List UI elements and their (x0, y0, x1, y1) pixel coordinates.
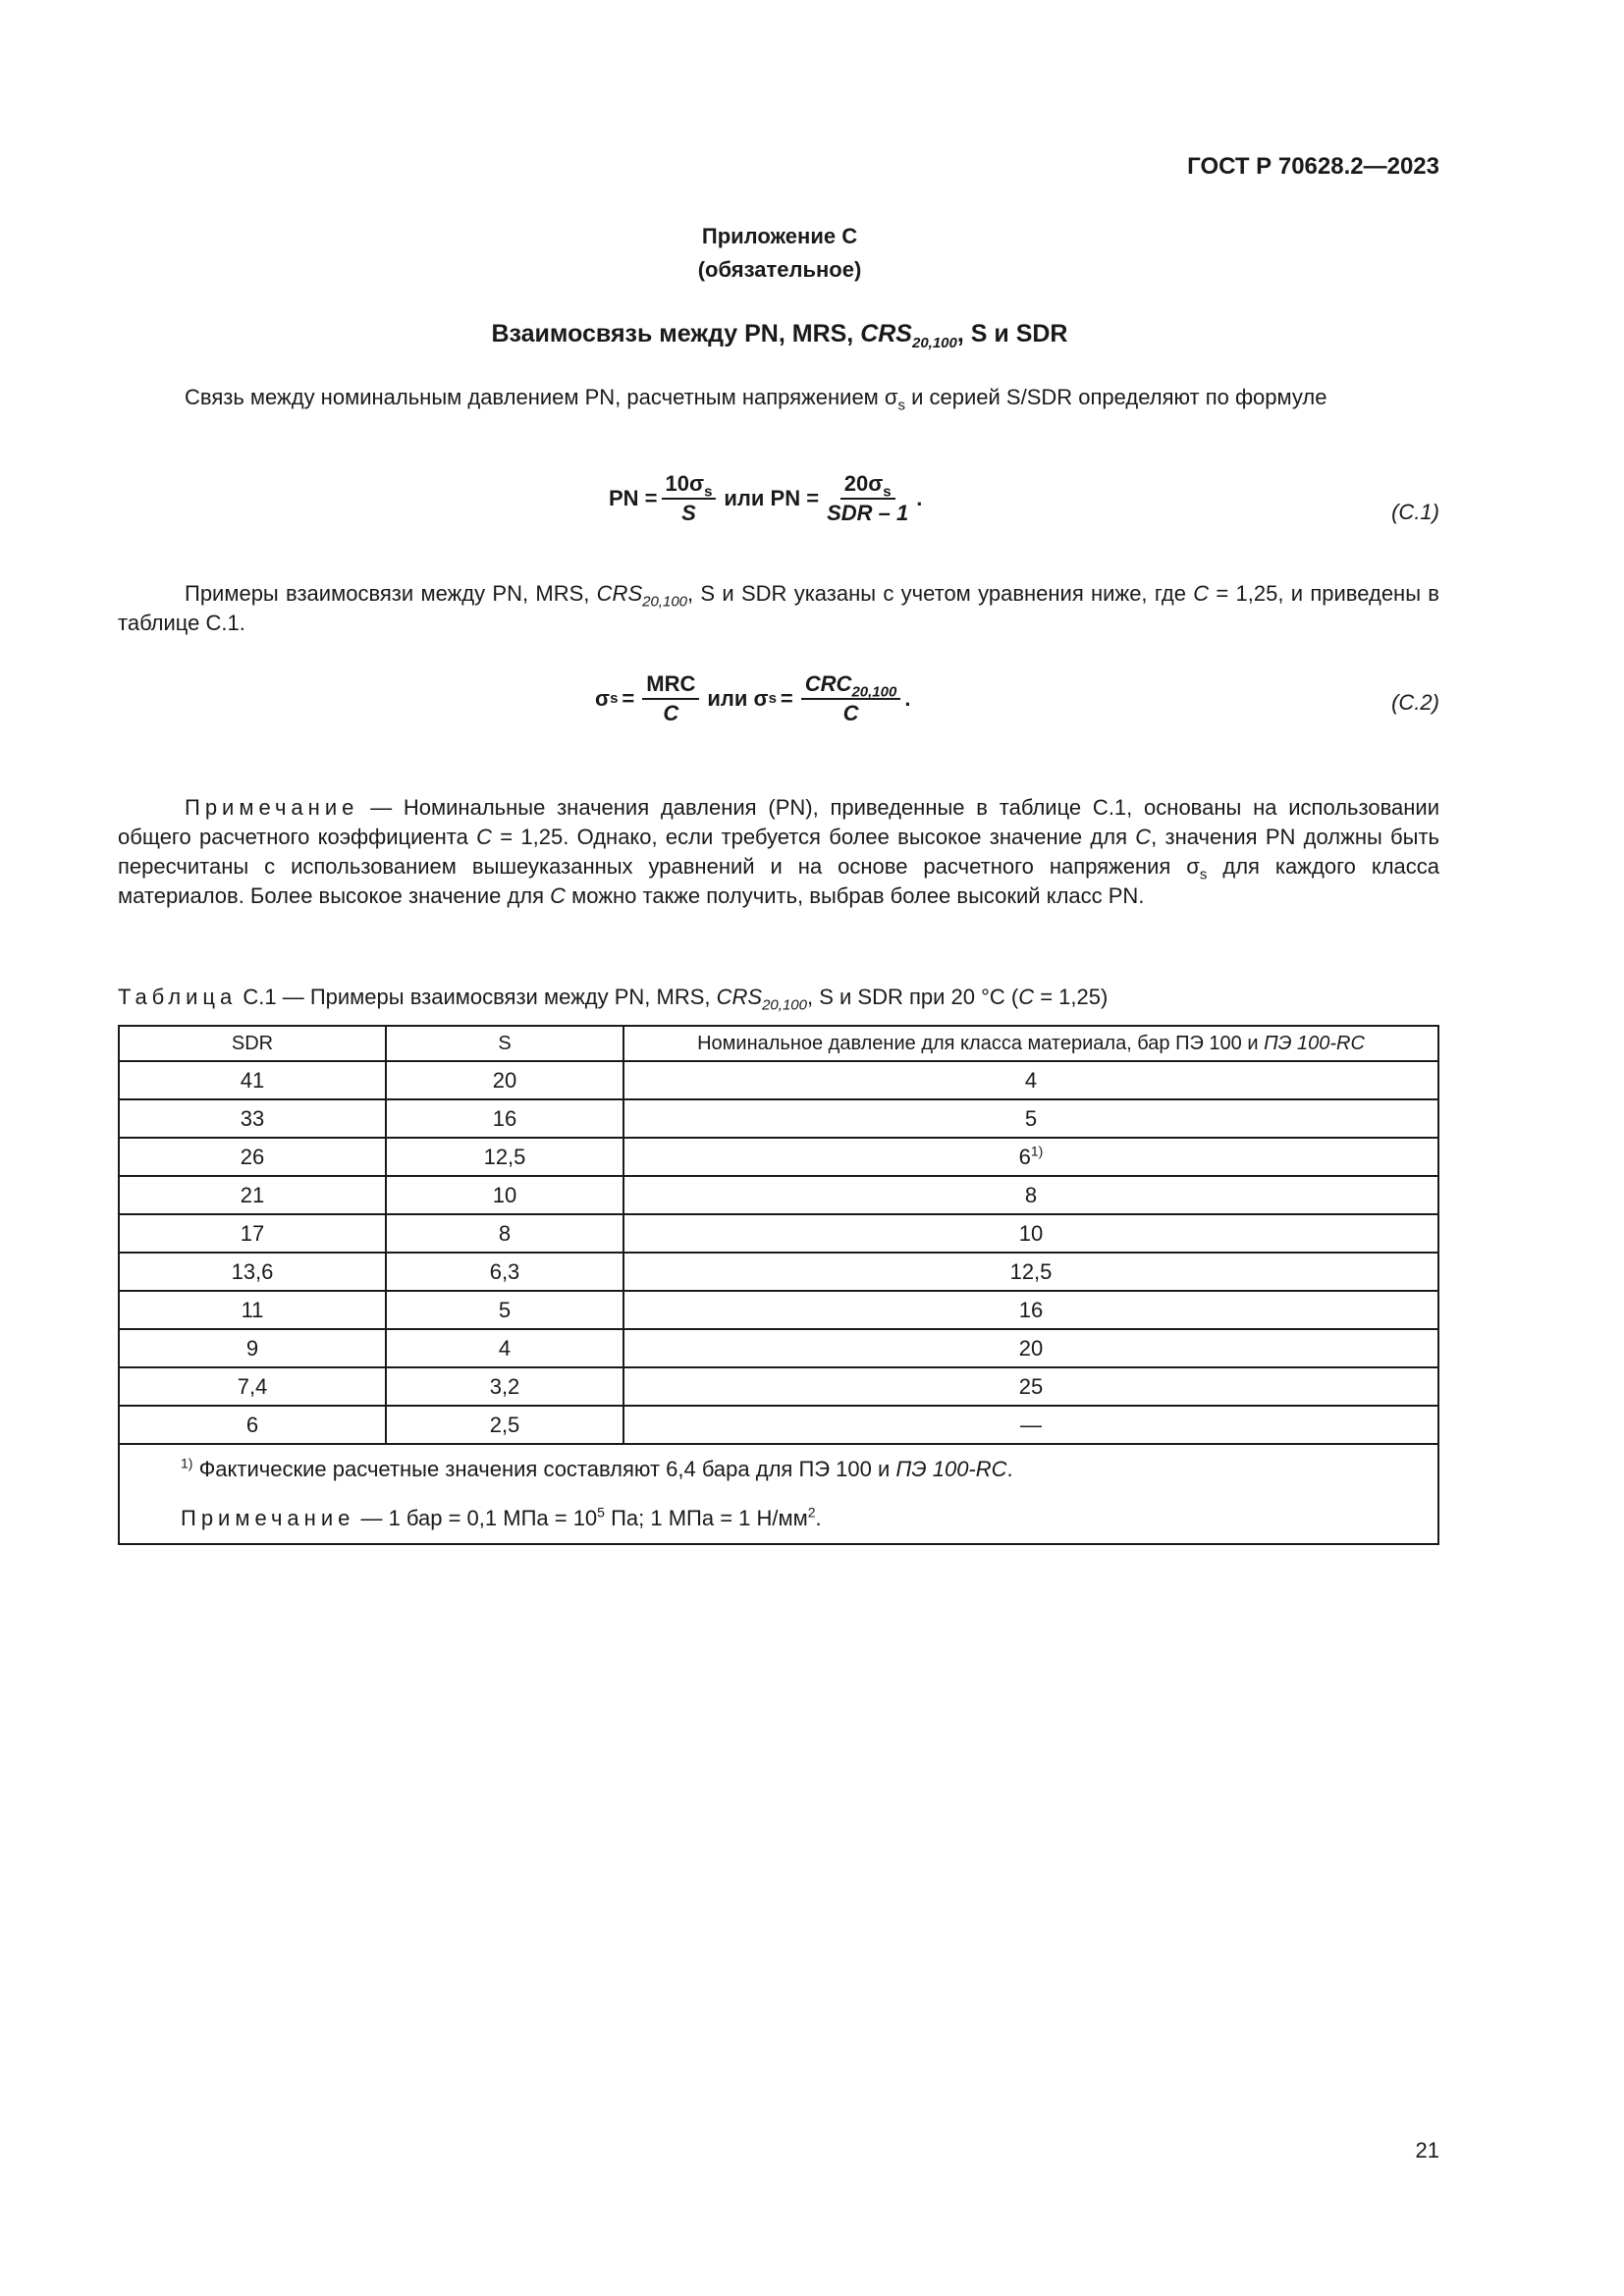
annex-status: (обязательное) (697, 257, 862, 282)
table-row: 9 4 20 (119, 1329, 1438, 1367)
table-row: 11 5 16 (119, 1291, 1438, 1329)
examples-paragraph: Примеры взаимосвязи между PN, MRS, $CRS_{20,100}$, S и SDR указаны с учетом уравнения ниже, где C = 1,25, и приведены в таблице С.1. (118, 581, 1439, 635)
header-sdr: SDR (119, 1026, 386, 1061)
annex-label: Приложение С (701, 224, 858, 248)
data-table (118, 1025, 1439, 1545)
equation-number-c1: (C.1) (1391, 500, 1439, 524)
table-note: Примечание — 1 бар = 0,1 МПа = $10^5$ Па; 1 МПа = 1 $Н/мм^2$. (181, 1504, 822, 1530)
fraction-3: $\frac{\text{MRC}}{C}$ (642, 671, 699, 726)
table-caption: Таблица С.1 — Примеры взаимосвязи между PN, MRS, $CRS_{20,100}$, S и SDR при 20 °C (C = 1,25) (118, 985, 1109, 1014)
table-footer-row (119, 1444, 1438, 1544)
intro-paragraph: Связь между номинальным давлением PN, расчетным напряжением $\sigma_s$ и серией S/SDR определяют по формуле (185, 385, 1327, 414)
table-footnote: $^{1)}$ Фактические расчетные значения составляют 6,4 бара для ПЭ 100 и ПЭ 100-RC. (181, 1455, 1013, 1481)
fraction-4: $\frac{CRC_{20,100}}{C}$ (801, 671, 901, 726)
page-number: 21 (1415, 2138, 1439, 2163)
fraction-2: $\frac{20\sigma_s}{\text{SDR – 1}}$ (827, 471, 909, 525)
fraction-1: $\frac{10\sigma_s}{S}$ (662, 471, 717, 526)
note-paragraph: Примечание — Номинальные значения давления (PN), приведенные в таблице С.1, основаны на использовании общего расчетного коэффициента C = 1,25. Однако, если требуется более высокое значение для C, значения PN должны быть пересчитаны с использованием вышеуказанных уравнений и на основе расчетного напряжения $\sigma_s$ для каждого класса материалов. Более высокое значение для C можно также получить, выбрав более высокий класс PN. (118, 795, 1440, 908)
header-pn: Номинальное давление для класса материала, бар ПЭ 100 и ПЭ 100-RC (623, 1026, 1438, 1061)
table-row: 6 2,5 — (119, 1406, 1438, 1444)
table-row: 7,4 3,2 25 (119, 1367, 1438, 1406)
table-row: 26 12,5 6$^{1)}$ (119, 1138, 1438, 1176)
formula-c1: PN = $\frac{10\sigma_s}{S}$ или PN = $\frac{20\sigma_s}{\text{SDR – 1}}$ . (609, 471, 923, 525)
document-id-header: ГОСТ Р 70628.2—2023 (1187, 153, 1439, 180)
table-row: 41 20 4 (119, 1061, 1438, 1099)
annex-title: Взаимосвязь между PN, MRS, $CRS_{20,100}$, S и SDR (491, 320, 1068, 351)
table-row: 21 10 8 (119, 1176, 1438, 1214)
equation-number-c2: (C.2) (1391, 690, 1439, 715)
header-s: S (386, 1026, 623, 1061)
table-header-row (119, 1026, 1438, 1061)
table-row: 33 16 5 (119, 1099, 1438, 1138)
table-row: 13,6 6,3 12,5 (119, 1253, 1438, 1291)
formula-c2: σ s = $\frac{\text{MRC}}{C}$ или σ s = $\frac{CRC_{20,100}}{C}$ . (595, 671, 911, 725)
table-row: 17 8 10 (119, 1214, 1438, 1253)
